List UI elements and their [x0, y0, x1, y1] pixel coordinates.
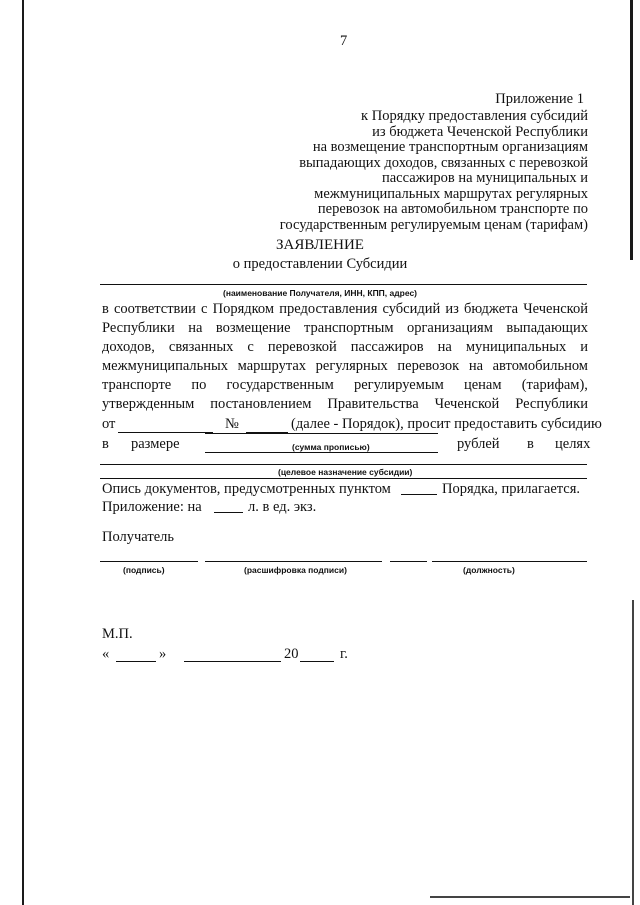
word: с — [201, 301, 208, 317]
appendix-label: Приложение 1 — [495, 91, 584, 107]
word: субсидий — [382, 301, 441, 317]
word: с — [247, 339, 254, 355]
word: на — [437, 339, 452, 355]
body-in-word: в — [102, 436, 109, 452]
word: бюджета — [464, 301, 519, 317]
word: регулярных — [315, 358, 388, 374]
date-open-quote: « — [102, 646, 110, 662]
word: связанных — [168, 339, 234, 355]
body-amount-word: размере — [131, 436, 180, 452]
signature-decoding-field[interactable] — [205, 561, 382, 562]
word: возмещение — [215, 320, 291, 336]
word: и — [580, 339, 588, 355]
stamp-placeholder: М.П. — [102, 626, 133, 642]
body-in-word-2: в — [527, 436, 534, 452]
sum-in-words-field[interactable] — [100, 464, 587, 465]
word: автомобильном — [492, 358, 588, 374]
word: межмуниципальных — [102, 358, 229, 374]
scan-edge-left — [22, 0, 24, 905]
scan-edge-right-lower — [632, 600, 634, 905]
body-goals-word: целях — [555, 436, 591, 452]
word: доходов, — [102, 339, 155, 355]
date-close-quote: » — [159, 646, 167, 662]
word: транспорте — [102, 377, 172, 393]
word: предоставления — [279, 301, 378, 317]
attachment-text-2: л. в ед. экз. — [248, 499, 317, 515]
caption-sum: (сумма прописью) — [292, 442, 370, 452]
word: соответствии — [113, 301, 196, 317]
appendix-reference — [280, 109, 588, 233]
date-year-field[interactable] — [300, 661, 334, 662]
word: постановлением — [210, 396, 312, 412]
date-day-field[interactable] — [116, 661, 156, 662]
word: Порядком — [212, 301, 275, 317]
body-number-label: № — [225, 416, 239, 432]
body-line-4 — [102, 358, 588, 375]
body-rubles-word: рублей — [457, 436, 500, 452]
word: организациям — [406, 320, 493, 336]
word: транспортным — [304, 320, 394, 336]
position-field[interactable] — [432, 561, 587, 562]
document-title: ЗАЯВЛЕНИЕ — [276, 237, 364, 253]
appendix-line: пассажиров на муниципальных и — [381, 170, 588, 186]
appendix-line: перевозок на автомобильном транспорте по — [317, 201, 588, 217]
word: по — [191, 377, 207, 393]
page-number: 7 — [340, 33, 348, 49]
body-from-label: от — [102, 416, 116, 432]
word: на — [188, 320, 203, 336]
word: перевозкой — [267, 339, 337, 355]
caption-position: (должность) — [463, 565, 515, 575]
word: Чеченской — [434, 396, 500, 412]
recipient-label: Получатель — [102, 529, 174, 545]
word: Чеченской — [523, 301, 588, 317]
word: маршрутах — [237, 358, 307, 374]
word: выпадающих — [506, 320, 588, 336]
appendix-line: государственным регулируемым ценам (тарифам) — [279, 216, 588, 233]
word: пассажиров — [350, 339, 424, 355]
amount-field[interactable] — [205, 452, 438, 453]
body-line-2 — [102, 320, 588, 337]
scan-edge-bottom — [430, 896, 630, 898]
date-year-suffix: г. — [340, 646, 348, 662]
word: Республики — [102, 320, 175, 336]
scan-edge-right — [630, 0, 633, 260]
appendix-line: межмуниципальных маршрутах регулярных — [314, 185, 588, 202]
attachment-text-1: Приложение: на — [102, 499, 202, 515]
word: перевозок — [397, 358, 460, 374]
word: в — [102, 301, 109, 317]
appendix-line: выпадающих доходов, связанных с перевозкой — [299, 154, 588, 171]
appendix-line: к Порядку предоставления субсидий — [361, 108, 588, 124]
word: муниципальных — [465, 339, 567, 355]
attachment-pages-field[interactable] — [214, 512, 243, 513]
word: из — [445, 301, 459, 317]
inventory-point-field[interactable] — [401, 494, 437, 495]
body-line-1 — [102, 301, 588, 318]
body-line-3 — [102, 339, 588, 356]
inventory-text-2: Порядка, прилагается. — [442, 481, 581, 497]
word: государственным — [226, 377, 334, 393]
inventory-text-1: Опись документов, предусмотренных пунктом — [102, 481, 391, 497]
date-month-field[interactable] — [184, 661, 281, 662]
word: на — [468, 358, 484, 374]
word: ценам — [463, 377, 502, 393]
caption-purpose: (целевое назначение субсидии) — [278, 467, 413, 477]
word: Республики — [515, 396, 588, 412]
appendix-line: из бюджета Чеченской Республики — [372, 123, 588, 140]
date-year-prefix: 20 — [284, 646, 299, 662]
word: утвержденным — [102, 396, 195, 412]
date-from-field[interactable] — [118, 432, 213, 433]
body-line-7-rest: (далее - Порядок), просит предоставить субсидию — [291, 416, 602, 432]
document-subtitle: о предоставлении Субсидии — [232, 256, 408, 272]
word: регулируемым — [353, 377, 444, 393]
recipient-name-field[interactable] — [100, 284, 587, 285]
body-line-5 — [102, 377, 588, 394]
signature-field[interactable] — [100, 561, 198, 562]
word: (тарифам), — [521, 377, 588, 393]
body-line-6 — [102, 396, 588, 413]
appendix-line: на возмещение транспортным организациям — [312, 139, 588, 155]
caption-recipient: (наименование Получателя, ИНН, КПП, адрес) — [222, 288, 417, 298]
caption-decoding: (расшифровка подписи) — [244, 565, 347, 575]
caption-signature: (подпись) — [123, 565, 165, 575]
word: Правительства — [327, 396, 419, 412]
signature-gap-field[interactable] — [390, 561, 427, 562]
